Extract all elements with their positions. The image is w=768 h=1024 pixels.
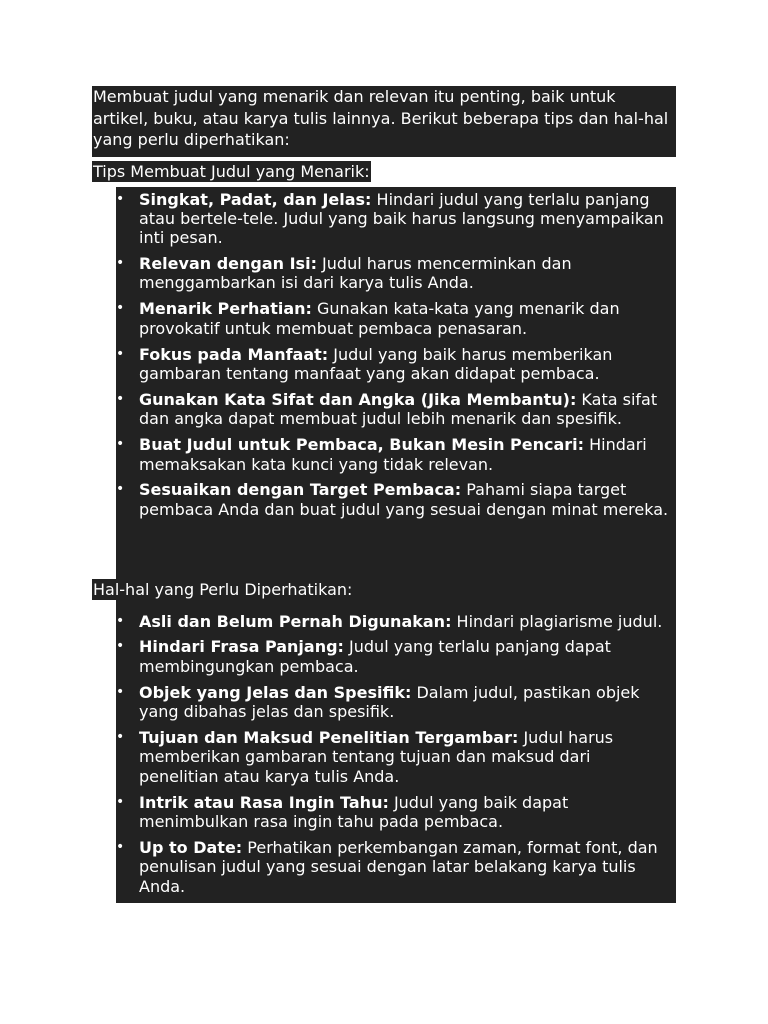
list-item	[116, 637, 670, 676]
item-text: Judul yang terlalu panjang dapat membingungkan pembaca.	[139, 637, 611, 676]
section-2-heading: Hal-hal yang Perlu Diperhatikan:	[93, 579, 353, 599]
list-item	[116, 480, 670, 519]
document-page	[92, 86, 676, 903]
bullet-icon: •	[116, 793, 125, 810]
list-item	[116, 683, 670, 722]
item-term: Intrik atau Rasa Ingin Tahu:	[139, 792, 389, 812]
bullet-icon: •	[116, 683, 125, 700]
item-text: Hindari judul yang terlalu panjang atau bertele-tele. Judul yang baik harus langsung menyampaikan inti pesan.	[139, 189, 664, 248]
list-item	[116, 390, 670, 429]
bullet-icon: •	[116, 255, 125, 272]
item-term: Menarik Perhatian:	[139, 299, 312, 319]
bullet-icon: •	[116, 838, 125, 855]
item-text: Judul yang baik harus memberikan gambaran tentang manfaat yang akan didapat pembaca.	[139, 344, 613, 383]
bullet-icon: •	[116, 729, 125, 746]
item-term: Sesuaikan dengan Target Pembaca:	[139, 480, 462, 500]
item-text: Dalam judul, pastikan objek yang dibahas jelas dan spesifik.	[139, 682, 640, 722]
item-term: Buat Judul untuk Pembaca, Bukan Mesin Pencari:	[139, 435, 585, 455]
list-item	[116, 838, 670, 896]
list-item	[116, 793, 670, 832]
item-text: Perhatikan perkembangan zaman, format font, dan penulisan judul yang sesuai dengan latar belakang karya tulis Anda.	[139, 837, 658, 896]
list-item	[116, 728, 670, 786]
item-text: Judul harus mencerminkan dan menggambarkan isi dari karya tulis Anda.	[139, 254, 572, 293]
section-1-heading-row	[92, 157, 676, 187]
item-text: Hindari plagiarisme judul.	[451, 611, 663, 631]
list-item	[116, 299, 670, 338]
item-text: Hindari memaksakan kata kunci yang tidak relevan.	[139, 435, 647, 474]
item-term: Fokus pada Manfaat:	[139, 344, 329, 364]
considerations-list	[116, 594, 676, 903]
item-term: Hindari Frasa Panjang:	[139, 637, 344, 657]
item-term: Gunakan Kata Sifat dan Angka (Jika Membantu):	[139, 389, 577, 409]
item-text: Pahami siapa target pembaca Anda dan buat judul yang sesuai dengan minat mereka.	[139, 480, 669, 519]
list-item	[116, 345, 670, 384]
bullet-icon: •	[116, 300, 125, 317]
list-item	[116, 254, 670, 293]
bullet-icon: •	[116, 612, 125, 629]
item-term: Tujuan dan Maksud Penelitian Tergambar:	[139, 728, 519, 748]
bullet-icon: •	[116, 190, 125, 207]
intro-paragraph: Membuat judul yang menarik dan relevan itu penting, baik untuk artikel, buku, atau karya tulis lainnya. Berikut beberapa tips dan hal-hal yang perlu diperhatikan:	[92, 86, 676, 157]
bullet-icon: •	[116, 436, 125, 453]
item-text: Judul yang baik dapat menimbulkan rasa ingin tahu pada pembaca.	[139, 792, 569, 831]
item-text: Judul harus memberikan gambaran tentang tujuan dan maksud dari penelitian atau karya tulis Anda.	[139, 728, 614, 786]
item-term: Singkat, Padat, dan Jelas:	[139, 189, 372, 209]
item-text: Kata sifat dan angka dapat membuat judul lebih menarik dan spesifik.	[139, 389, 658, 429]
tips-list	[116, 187, 676, 594]
item-term: Relevan dengan Isi:	[139, 254, 317, 274]
item-term: Objek yang Jelas dan Spesifik:	[139, 682, 412, 702]
bullet-icon: •	[116, 390, 125, 407]
section-1-heading: Tips Membuat Judul yang Menarik:	[93, 162, 370, 181]
bullet-icon: •	[116, 345, 125, 362]
list-item	[116, 190, 670, 248]
bullet-icon: •	[116, 481, 125, 498]
item-term: Asli dan Belum Pernah Digunakan:	[139, 611, 452, 631]
item-text: Gunakan kata-kata yang menarik dan provokatif untuk membuat pembaca penasaran.	[139, 299, 620, 338]
list-item	[116, 435, 670, 474]
list-item	[116, 612, 670, 631]
item-term: Up to Date:	[139, 837, 243, 857]
bullet-icon: •	[116, 638, 125, 655]
